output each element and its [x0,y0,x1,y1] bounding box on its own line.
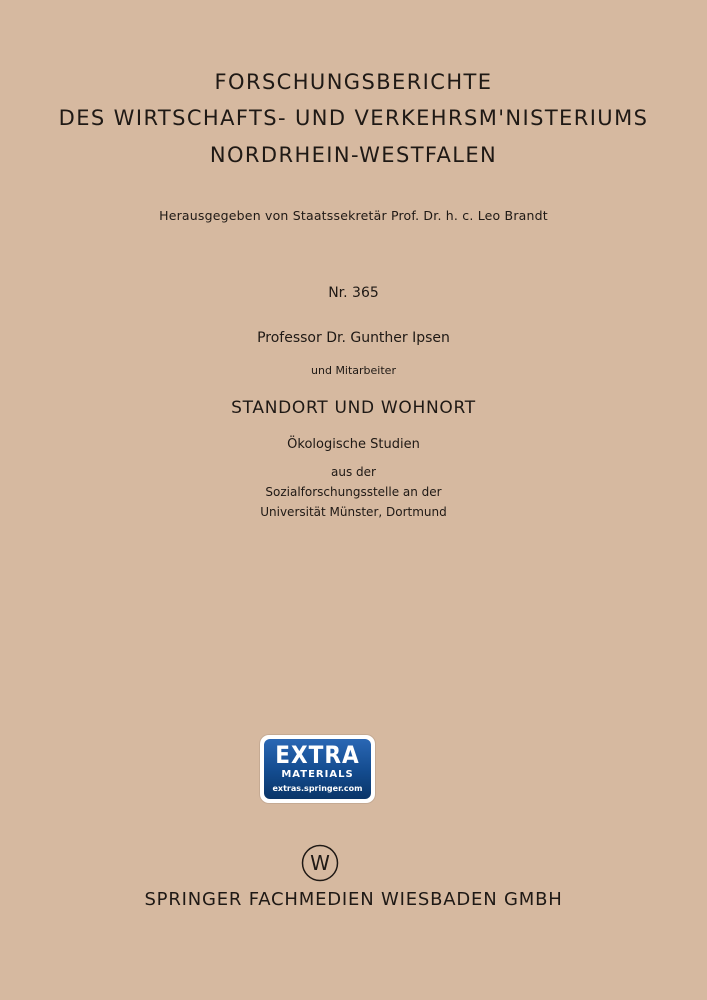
extra-materials-badge[interactable] [260,735,375,803]
book-title: STANDORT UND WOHNORT [231,398,476,418]
logo-letter: W [310,851,330,875]
origin-line-2: Sozialforschungsstelle an der [265,485,442,499]
badge-url: extras.springer.com [272,784,363,793]
book-subtitle: Ökologische Studien [287,437,420,452]
origin-line-3: Universität Münster, Dortmund [260,505,447,519]
editor-line: Herausgegeben von Staatssekretär Prof. Dr. h. c. Leo Brandt [159,208,548,223]
author: Professor Dr. Gunther Ipsen [257,330,450,346]
series-title-line-3: NORDRHEIN-WESTFALEN [209,143,498,167]
series-number: Nr. 365 [328,285,379,301]
series-title-line-1: FORSCHUNGSBERICHTE [214,70,493,94]
badge-extra-text: EXTRA [275,741,360,769]
badge-materials-text: MATERIALS [281,769,354,780]
publisher-name: SPRINGER FACHMEDIEN WIESBADEN GMBH [144,889,563,910]
badge-panel [264,739,371,799]
origin-line-1: aus der [331,465,376,479]
series-title-line-2: DES WIRTSCHAFTS- UND VERKEHRSM'NISTERIUMS [58,106,649,130]
collaborators: und Mitarbeiter [311,364,396,377]
springer-logo-icon [300,843,340,883]
